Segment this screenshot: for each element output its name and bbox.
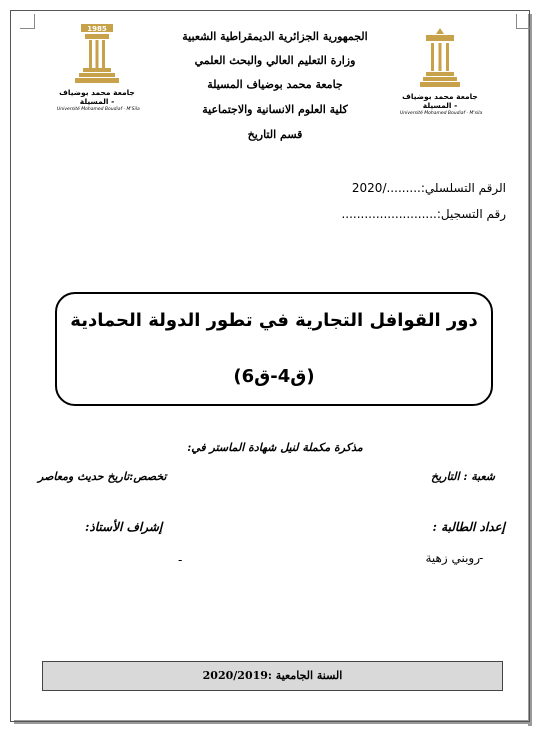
branch-label: شعبة : التاريخ bbox=[430, 470, 495, 483]
logo-caption-latin: Université Mohamed Boudiaf - M'Sila bbox=[57, 107, 140, 112]
prepared-by-label: إعداد الطالبة : bbox=[432, 520, 505, 534]
logo-caption-arabic: جامعة محمد بوضياف - المسيلة bbox=[59, 88, 135, 106]
university-logo-left bbox=[57, 22, 140, 112]
university-emblem-icon bbox=[420, 28, 460, 90]
thesis-title-box bbox=[55, 292, 493, 406]
university-logo-right bbox=[400, 28, 483, 116]
supervisor-label: إشراف الأستاذ: bbox=[85, 520, 163, 534]
logo-caption-arabic: جامعة محمد بوضياف - المسيلة bbox=[402, 92, 478, 110]
memo-intro: مذكرة مكملة لنيل شهادة الماستر في: bbox=[187, 441, 363, 454]
logo-year: 1985 bbox=[87, 25, 107, 33]
thesis-period: (ق4-ق6) bbox=[233, 366, 315, 387]
specialty-label: تخصص:تاريخ حديث ومعاصر bbox=[38, 470, 167, 483]
university-emblem-icon bbox=[75, 22, 119, 86]
republic-name: الجمهورية الجزائرية الديمقراطية الشعبية bbox=[182, 30, 368, 43]
crop-mark-left bbox=[20, 14, 35, 29]
supervisor-dash: - bbox=[178, 553, 183, 567]
thesis-title: دور القوافل التجارية في تطور الدولة الحمادية bbox=[70, 310, 478, 331]
student-name: روبني زهية bbox=[425, 551, 480, 565]
serial-number-field: الرقم التسلسلي:........./2020 bbox=[351, 181, 506, 195]
faculty-name: كلية العلوم الانسانية والاجتماعية bbox=[202, 103, 348, 116]
academic-year-footer: السنة الجامعية :2020/2019 bbox=[42, 661, 503, 691]
student-dash: - bbox=[479, 551, 484, 565]
registration-number-field: رقم التسجيل:......................... bbox=[341, 207, 506, 221]
logo-caption-latin: Université Mohamed Boudiaf - M'sila bbox=[400, 111, 483, 116]
university-name: جامعة محمد بوضياف المسيلة bbox=[207, 78, 343, 91]
ministry-name: وزارة التعليم العالي والبحث العلمي bbox=[194, 54, 356, 67]
department-name: قسم التاريخ bbox=[247, 128, 303, 141]
crop-mark-right bbox=[516, 14, 531, 29]
